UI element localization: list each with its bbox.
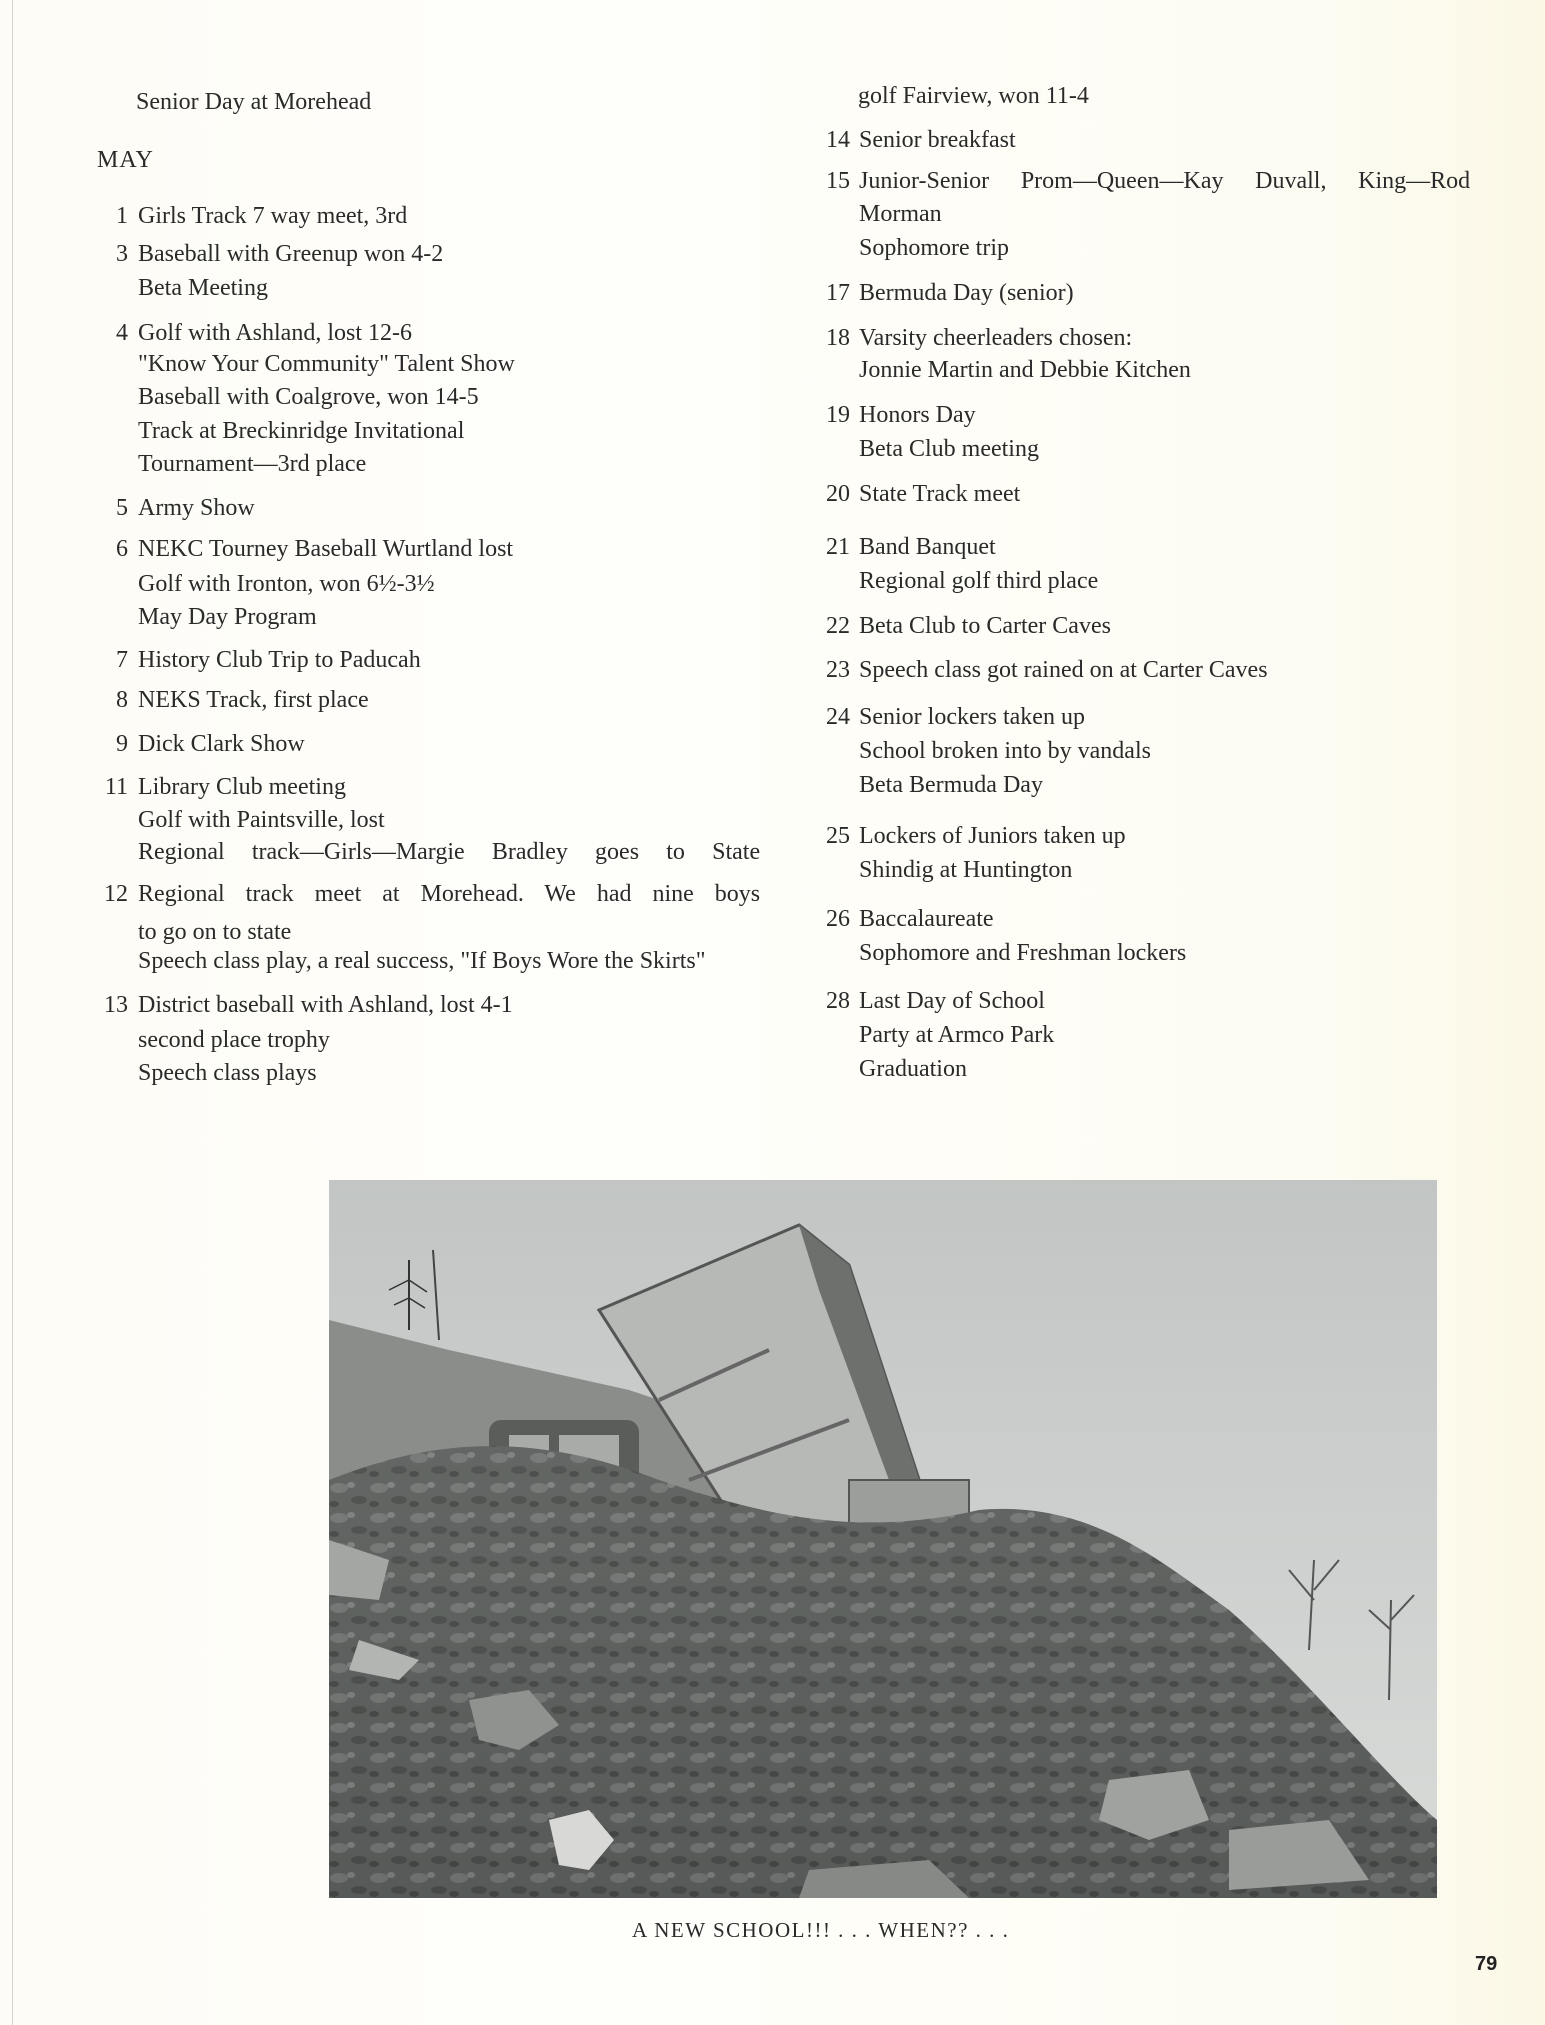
day-number: 6 xyxy=(116,536,128,562)
day-number: 4 xyxy=(116,320,128,346)
event-line: Beta Club meeting xyxy=(859,436,1039,462)
day-number: 17 xyxy=(826,280,850,306)
event-line: Regional track meet at Morehead. We had nine boys xyxy=(138,881,761,907)
carryover-right: golf Fairview, won 11-4 xyxy=(858,83,1089,109)
day-number: 7 xyxy=(116,647,128,673)
event-line: May Day Program xyxy=(138,604,317,630)
event-line: Graduation xyxy=(859,1056,967,1082)
binding-edge xyxy=(12,0,13,2025)
day-number: 11 xyxy=(104,774,128,800)
event-line: Track at Breckinridge Invitational xyxy=(138,418,465,444)
event-line: Lockers of Juniors taken up xyxy=(859,823,1126,849)
event-line: NEKS Track, first place xyxy=(138,687,369,713)
day-number: 15 xyxy=(826,168,850,194)
photo-caption: A NEW SCHOOL!!! . . . WHEN?? . . . xyxy=(632,1918,1010,1942)
event-line: Band Banquet xyxy=(859,534,996,560)
event-line: Last Day of School xyxy=(859,988,1045,1014)
event-line: Varsity cheerleaders chosen: xyxy=(859,325,1133,351)
event-line: Senior breakfast xyxy=(859,127,1016,153)
event-line: Speech class play, a real success, "If Boys Wore the Skirts" xyxy=(138,948,706,974)
event-line: Baccalaureate xyxy=(859,906,994,932)
event-line: History Club Trip to Paducah xyxy=(138,647,421,673)
day-number: 18 xyxy=(826,325,850,351)
event-line: Golf with Ironton, won 6½-3½ xyxy=(138,571,435,597)
event-line: Party at Armco Park xyxy=(859,1022,1055,1048)
day-number: 25 xyxy=(826,823,850,849)
day-number: 9 xyxy=(116,731,128,757)
event-line: School broken into by vandals xyxy=(859,738,1151,764)
day-number: 1 xyxy=(116,203,128,229)
event-line: Beta Bermuda Day xyxy=(859,772,1043,798)
event-line: "Know Your Community" Talent Show xyxy=(138,351,515,377)
event-line: Honors Day xyxy=(859,402,976,428)
event-line: Jonnie Martin and Debbie Kitchen xyxy=(859,357,1191,383)
event-line: Golf with Paintsville, lost xyxy=(138,807,385,833)
day-number: 3 xyxy=(116,241,128,267)
event-line: to go on to state xyxy=(138,919,292,945)
event-line: Beta Meeting xyxy=(138,275,268,301)
event-line: Bermuda Day (senior) xyxy=(859,280,1074,306)
page-number: 79 xyxy=(1475,1953,1498,1975)
event-line: Sophomore and Freshman lockers xyxy=(859,940,1187,966)
day-number: 23 xyxy=(826,657,850,683)
event-line: Senior lockers taken up xyxy=(859,704,1085,730)
day-number: 14 xyxy=(826,127,850,153)
day-number: 26 xyxy=(826,906,850,932)
event-line: District baseball with Ashland, lost 4-1 xyxy=(138,992,513,1018)
event-line: Tournament—3rd place xyxy=(138,451,367,477)
event-line: Junior-Senior Prom—Queen—Kay Duvall, King—Rod xyxy=(859,168,1471,194)
carryover-left: Senior Day at Morehead xyxy=(136,89,372,115)
event-line: Baseball with Coalgrove, won 14-5 xyxy=(138,384,479,410)
day-number: 8 xyxy=(116,687,128,713)
event-line: Army Show xyxy=(138,495,255,521)
photo-image xyxy=(329,1180,1437,1898)
event-line: Golf with Ashland, lost 12-6 xyxy=(138,320,412,346)
event-line: Speech class got rained on at Carter Caves xyxy=(859,657,1268,683)
event-line: second place trophy xyxy=(138,1027,330,1053)
event-line: Baseball with Greenup won 4-2 xyxy=(138,241,444,267)
event-line: State Track meet xyxy=(859,481,1021,507)
day-number: 22 xyxy=(826,613,850,639)
day-number: 13 xyxy=(104,992,128,1018)
event-line: Regional golf third place xyxy=(859,568,1099,594)
day-number: 20 xyxy=(826,481,850,507)
day-number: 21 xyxy=(826,534,850,560)
event-line: Regional track—Girls—Margie Bradley goes to State xyxy=(138,839,761,865)
event-line: Beta Club to Carter Caves xyxy=(859,613,1111,639)
event-line: Library Club meeting xyxy=(138,774,346,800)
day-number: 24 xyxy=(826,704,850,730)
event-line: NEKC Tourney Baseball Wurtland lost xyxy=(138,536,514,562)
event-line: Morman xyxy=(859,201,942,227)
event-line: Girls Track 7 way meet, 3rd xyxy=(138,203,408,229)
event-line: Shindig at Huntington xyxy=(859,857,1073,883)
event-line: Speech class plays xyxy=(138,1060,317,1086)
dump-truck-photo xyxy=(329,1180,1437,1898)
day-number: 5 xyxy=(116,495,128,521)
event-line: Sophomore trip xyxy=(859,235,1009,261)
day-number: 19 xyxy=(826,402,850,428)
event-line: Dick Clark Show xyxy=(138,731,305,757)
day-number: 28 xyxy=(826,988,850,1014)
day-number: 12 xyxy=(104,881,128,907)
month-heading: MAY xyxy=(97,147,154,173)
